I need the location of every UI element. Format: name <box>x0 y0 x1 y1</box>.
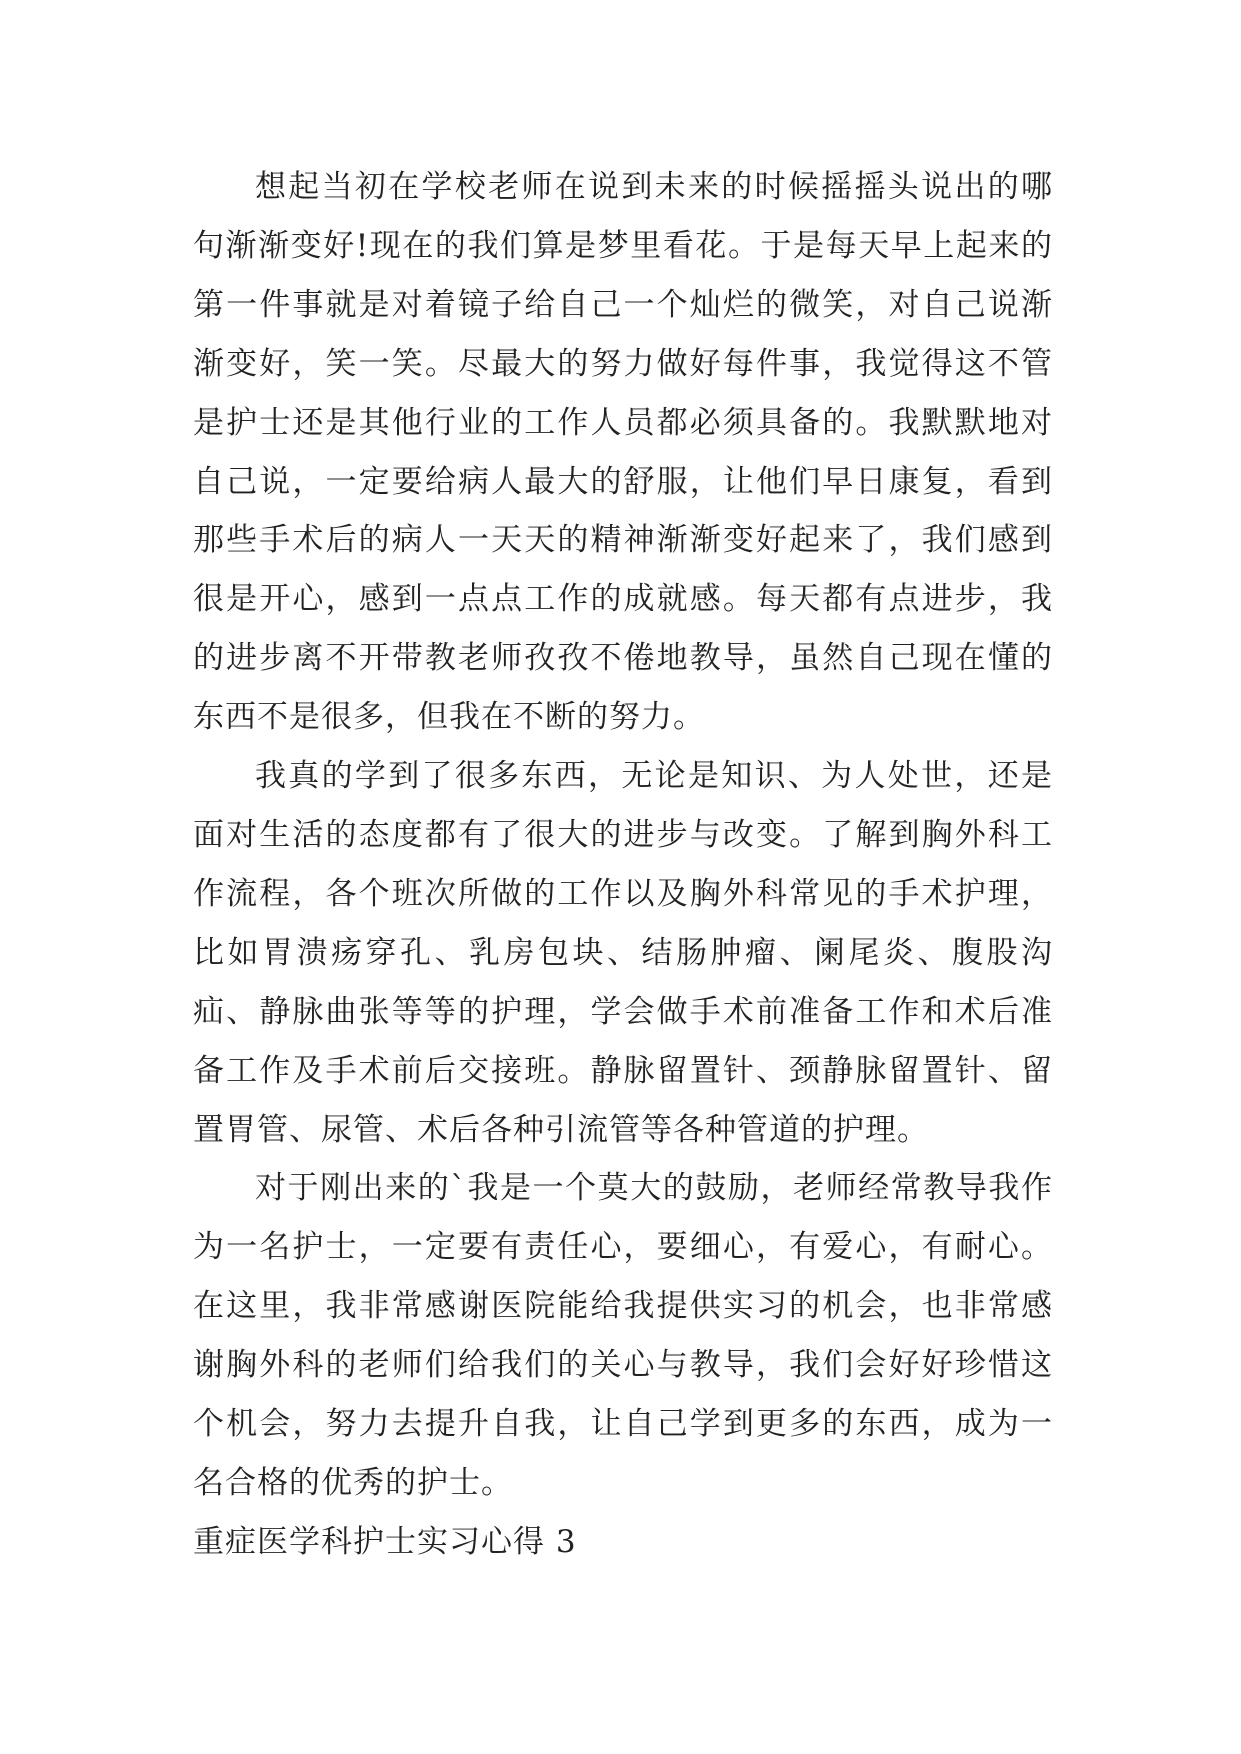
paragraph-2: 我真的学到了很多东西，无论是知识、为人处世，还是面对生活的态度都有了很大的进步与改变。了解到胸外科工作流程，各个班次所做的工作以及胸外科常见的手术护理，比如胃溃疡穿孔、乳房包块、结肠肿瘤、阑尾炎、腹股沟疝、静脉曲张等等的护理，学会做手术前准备工作和术后准备工作及手术前后交接班。静脉留置针、颈静脉留置针、留置胃管、尿管、术后各种引流管等各种管道的护理。 <box>193 758 1053 1148</box>
paragraph-3: 对于刚出来的`我是一个莫大的鼓励，老师经常教导我作为一名护士，一定要有责任心，要细心，有爱心，有耐心。在这里，我非常感谢医院能给我提供实习的机会，也非常感谢胸外科的老师们给我们的关心与教导，我们会好好珍惜这个机会，努力去提升自我，让自己学到更多的东西，成为一名合格的优秀的护士。 <box>193 1170 1053 1501</box>
section-heading: 重症医学科护士实习心得 3 <box>193 1523 577 1560</box>
document-body <box>193 158 1053 1572</box>
paragraph-1: 想起当初在学校老师在说到未来的时候摇摇头说出的哪句渐渐变好!现在的我们算是梦里看花。于是每天早上起来的第一件事就是对着镜子给自己一个灿烂的微笑，对自己说渐渐变好，笑一笑。尽最大的努力做好每件事，我觉得这不管是护士还是其他行业的工作人员都必须具备的。我默默地对自己说，一定要给病人最大的舒服，让他们早日康复，看到那些手术后的病人一天天的精神渐渐变好起来了，我们感到很是开心，感到一点点工作的成就感。每天都有点进步，我的进步离不开带教老师孜孜不倦地教导，虽然自己现在懂的东西不是很多，但我在不断的努力。 <box>193 169 1053 736</box>
